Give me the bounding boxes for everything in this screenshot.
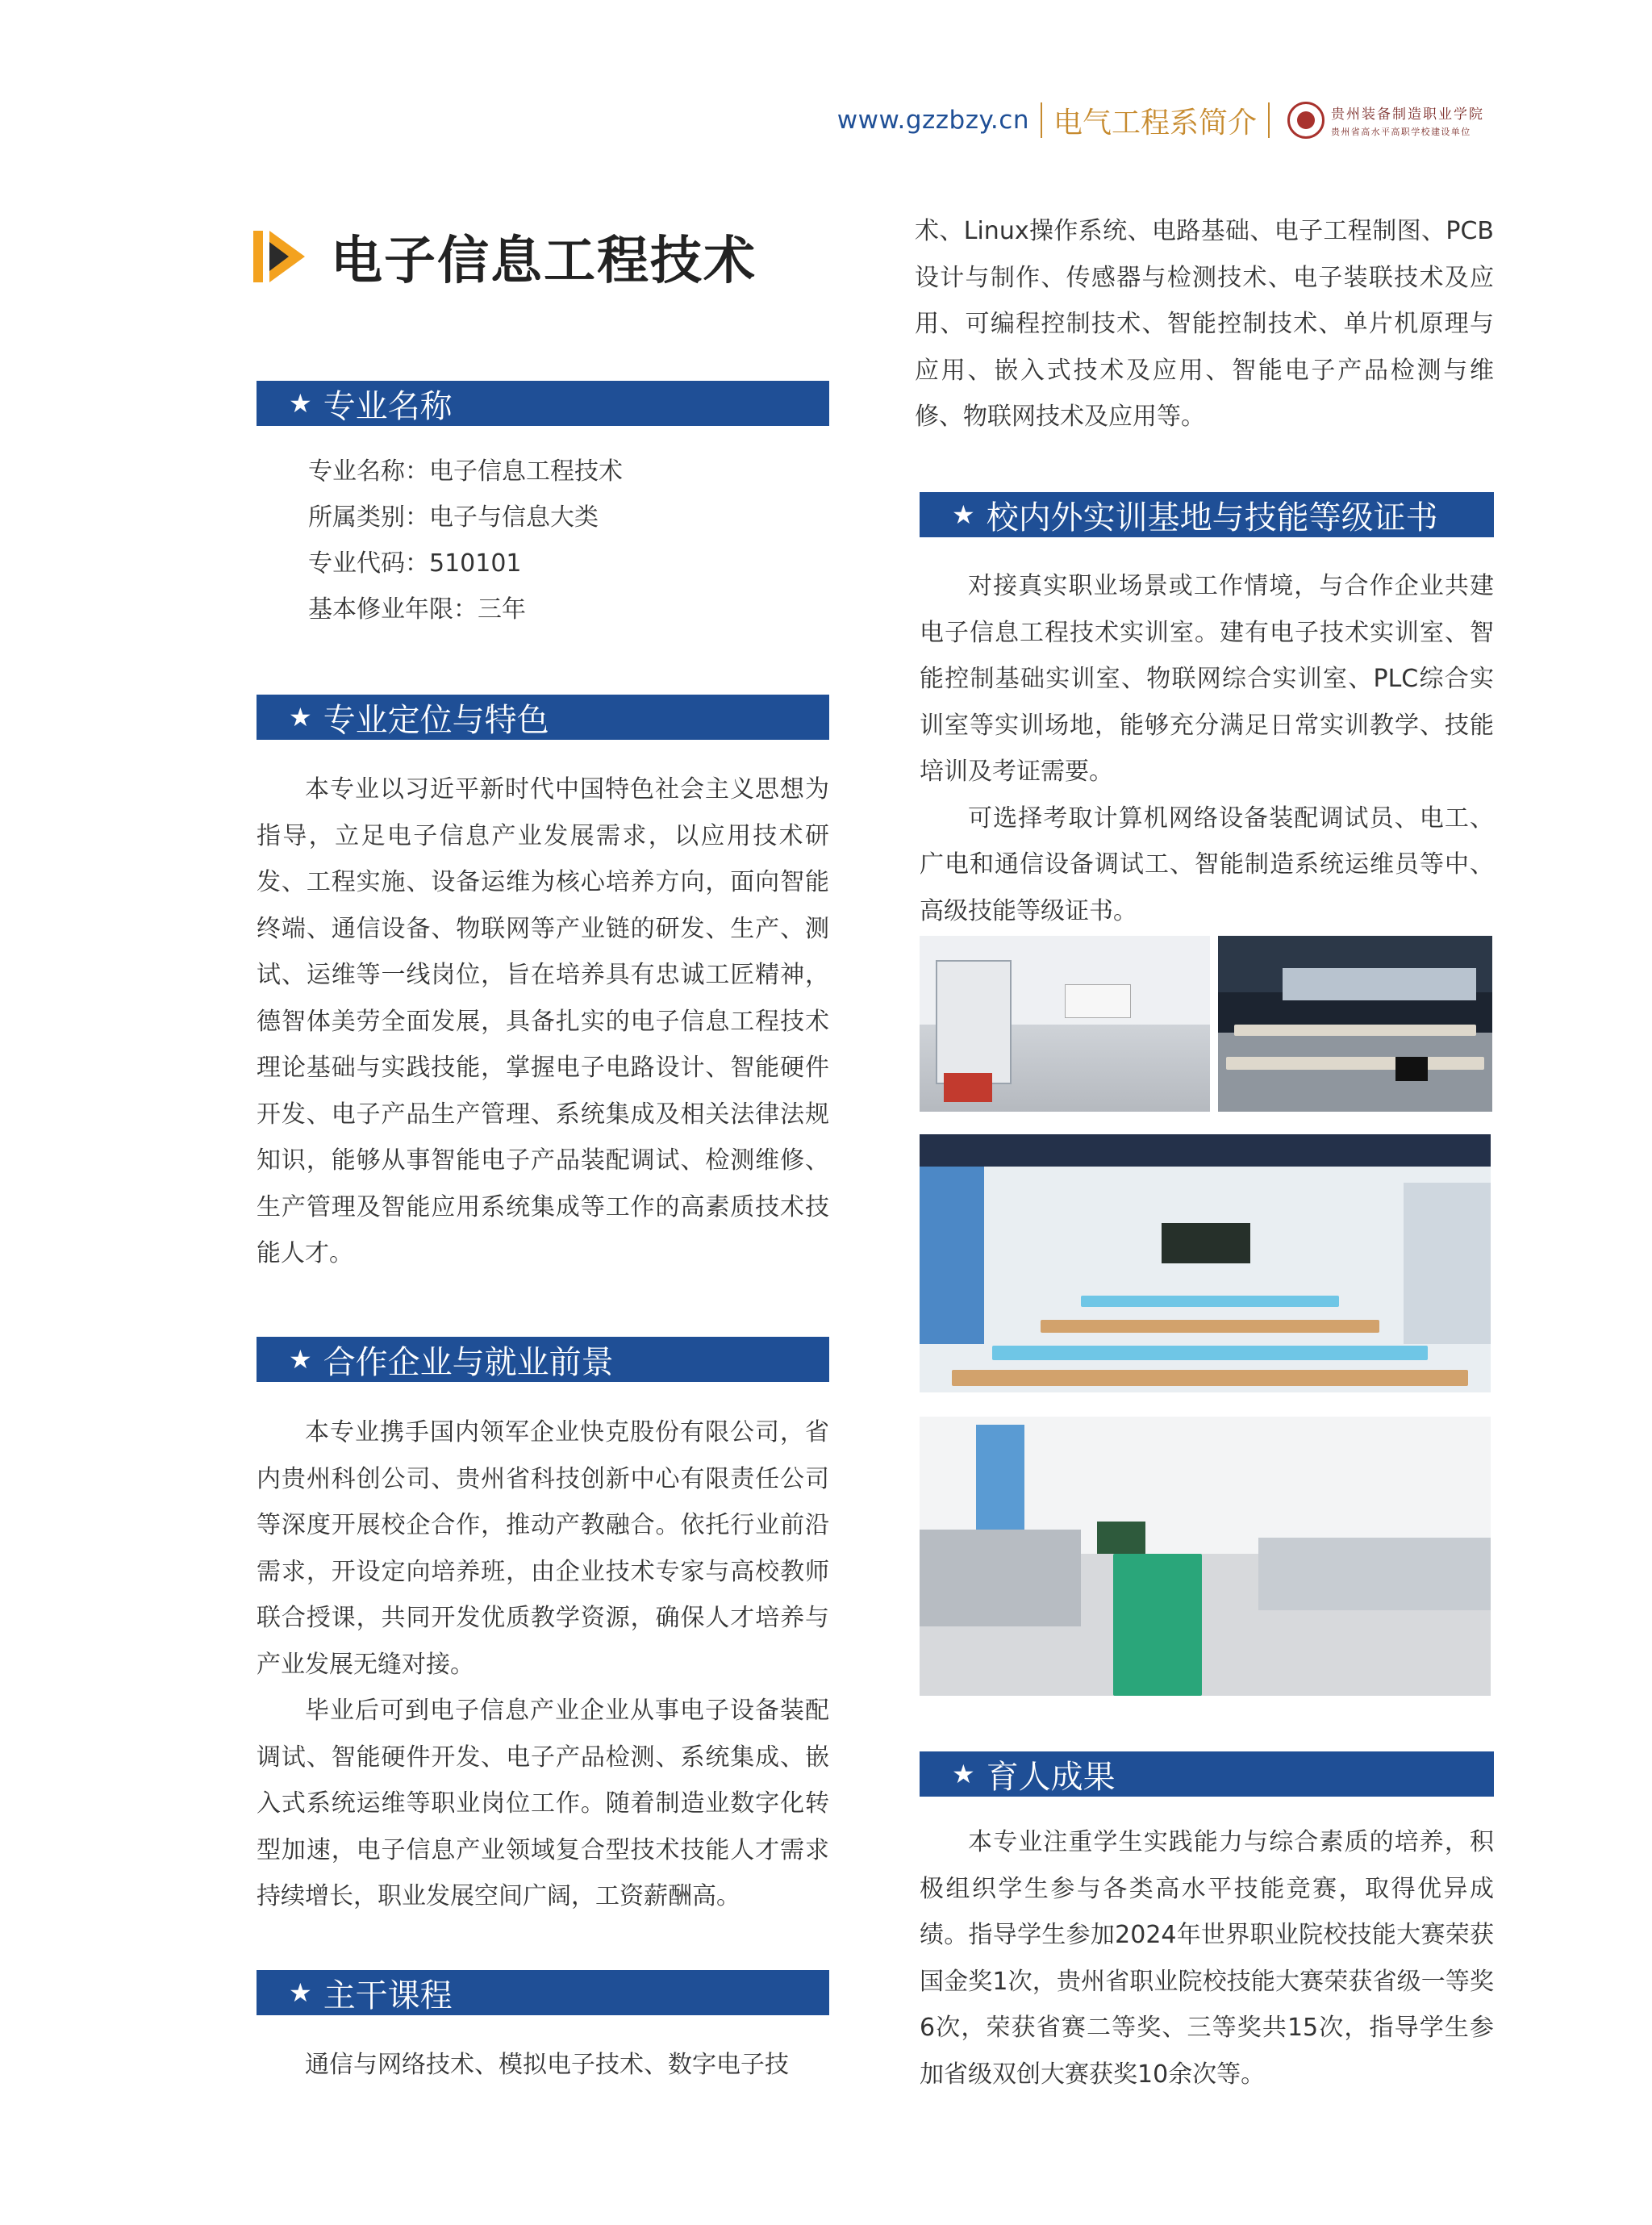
section-heading-label: 专业名称 [323,387,453,425]
section-heading-label: 校内外实训基地与技能等级证书 [986,499,1438,536]
section-heading-label: 合作企业与就业前景 [323,1343,614,1381]
section-heading-label: 专业定位与特色 [323,701,549,739]
info-line: 所属类别：电子与信息大类 [308,503,599,532]
courses-text-continued [915,208,1494,440]
section-heading-cooperation [257,1337,829,1382]
star-icon: ★ [289,1344,312,1375]
paragraph: 本专业以习近平新时代中国特色社会主义思想为指导，立足电子信息产业发展需求，以应用技术研发、工程实施、设备运维为核心培养方向，面向智能终端、通信设备、物联网等产业链的研发、生产、测试、运维等一线岗位，旨在培养具有忠诚工匠精神，德智体美劳全面发展，具备扎实的电子信息工程技术理论基础与实践技能，掌握电子电路设计、智能硬件开发、电子产品生产管理、系统集成及相关法律法规知识，能够从事智能电子产品装配调试、检测维修、生产管理及智能应用系统集成等工作的高素质技术技能人才。 [257,775,829,1267]
header-divider [1268,102,1270,138]
results-text [920,1819,1494,2098]
assembly-lab-photo [920,1417,1491,1696]
training-text [920,563,1494,934]
info-line: 基本修业年限：三年 [308,595,526,624]
site-url[interactable]: www.gzzbzy.cn [836,106,1029,135]
star-icon: ★ [952,1759,975,1789]
star-icon: ★ [289,702,312,733]
college-name: 贵州装备制造职业学院 [1331,106,1484,123]
section-heading-label: 主干课程 [323,1977,453,2014]
computer-lab-photo [1218,936,1492,1112]
paragraph: 本专业携手国内领军企业快克股份有限公司，省内贵州科创公司、贵州省科技创新中心有限责任公司等深度开展校企合作，推动产教融合。依托行业前沿需求，开设定向培养班，由企业技术专家与高校教师联合授课，共同开发优质教学资源，确保人才培养与产业发展无缝对接。 [257,1418,829,1679]
section-heading-results [920,1751,1494,1797]
paragraph: 可选择考取计算机网络设备装配调试员、电工、广电和通信设备调试工、智能制造系统运维员等中、高级技能等级证书。 [920,804,1494,925]
paragraph: 术、Linux操作系统、电路基础、电子工程制图、PCB设计与制作、传感器与检测技术、电子装联技术及应用、可编程控制技术、智能控制技术、单片机原理与应用、嵌入式技术及应用、智能电子产品检测与维修、物联网技术及应用等。 [915,217,1494,431]
section-heading-courses [257,1970,829,2015]
training-room-photo [920,936,1210,1112]
section-heading-training [920,492,1494,537]
program-info [308,449,623,632]
arrow-play-icon [253,228,313,285]
star-icon: ★ [952,499,975,530]
section-heading-positioning [257,695,829,740]
courses-text-start [257,2042,829,2089]
section-heading-label: 育人成果 [986,1758,1116,1796]
brochure-title: 电气工程系简介 [1053,106,1257,140]
star-icon: ★ [289,1977,312,2008]
paragraph: 对接真实职业场景或工作情境，与合作企业共建电子信息工程技术实训室。建有电子技术实训室、智能控制基础实训室、物联网综合实训室、PLC综合实训室等实训场地，能够充分满足日常实训教学、技能培训及考证需要。 [920,572,1494,786]
college-subtitle: 贵州省高水平高职学校建设单位 [1331,127,1471,137]
page-title-block [253,219,757,294]
star-icon: ★ [289,388,312,419]
positioning-text [257,766,829,1277]
section-heading-name [257,381,829,426]
cooperation-text [257,1409,829,1920]
info-line: 专业名称：电子信息工程技术 [308,457,623,486]
college-seal-icon [1287,102,1325,139]
info-line: 专业代码：510101 [308,549,522,578]
page-title: 电子信息工程技术 [331,232,757,291]
page-header [837,95,1484,145]
header-divider [1041,102,1042,138]
college-logo [1287,102,1484,139]
electronics-lab-photo [920,1134,1491,1392]
paragraph: 通信与网络技术、模拟电子技术、数字电子技 [305,2051,789,2079]
paragraph: 毕业后可到电子信息产业企业从事电子设备装配调试、智能硬件开发、电子产品检测、系统集成、嵌入式系统运维等职业岗位工作。随着制造业数字化转型加速，电子信息产业领域复合型技术技能人才需求持续增长，职业发展空间广阔，工资薪酬高。 [257,1697,829,1910]
paragraph: 本专业注重学生实践能力与综合素质的培养，积极组织学生参与各类高水平技能竞赛，取得优异成绩。指导学生参加2024年世界职业院校技能大赛荣获国金奖1次，贵州省职业院校技能大赛荣获省级一等奖6次，荣获省赛二等奖、三等奖共15次，指导学生参加省级双创大赛获奖10余次等。 [920,1828,1494,2089]
